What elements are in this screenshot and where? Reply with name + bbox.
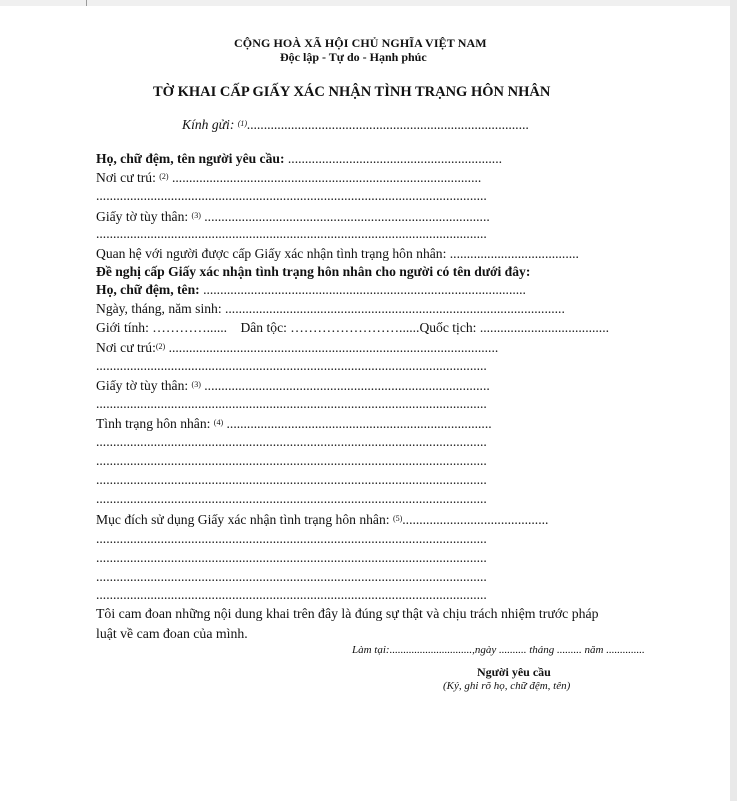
requester-name-row bbox=[96, 151, 502, 167]
relation-field[interactable]: ...................................... bbox=[449, 246, 579, 261]
requester-id-label: Giấy tờ tùy thân: bbox=[96, 209, 192, 224]
nationality-label: Quốc tịch: bbox=[419, 320, 480, 335]
requester-residence-line2[interactable]: ................................................................................................................... bbox=[96, 188, 487, 203]
dob-field[interactable]: .................................................................................................... bbox=[225, 301, 565, 316]
declaration-line1: Tôi cam đoan những nội dung khai trên đây là đúng sự thật và chịu trách nhiệm trước pháp bbox=[96, 606, 599, 621]
subject-residence-line2[interactable]: ................................................................................................................... bbox=[96, 358, 487, 373]
purpose-row bbox=[96, 512, 548, 528]
ethnic-field[interactable]: ……………………...... bbox=[290, 320, 420, 335]
requester-name-label: Họ, chữ đệm, tên người yêu cầu: bbox=[96, 151, 285, 166]
gender-label: Giới tính: bbox=[96, 320, 153, 335]
place-date-line[interactable]: Làm tại:..............................,ngày .......... tháng ......... năm .............. bbox=[352, 644, 645, 656]
subject-residence-label: Nơi cư trú: bbox=[96, 340, 156, 355]
requester-id-field[interactable]: .................................................................................... bbox=[204, 209, 490, 224]
subject-id-label: Giấy tờ tùy thân: bbox=[96, 378, 192, 393]
subject-residence-row bbox=[96, 340, 498, 356]
subject-name-row bbox=[96, 282, 526, 298]
dob-label: Ngày, tháng, năm sinh: bbox=[96, 301, 225, 316]
form-title: TỜ KHAI CẤP GIẤY XÁC NHẬN TÌNH TRẠNG HÔN NHÂN bbox=[153, 84, 551, 100]
subject-name-label: Họ, chữ đệm, tên: bbox=[96, 282, 204, 297]
note-ref: (5) bbox=[392, 514, 403, 523]
relation-row bbox=[96, 246, 579, 262]
subject-id-line2[interactable]: ................................................................................................................... bbox=[96, 396, 487, 411]
subject-name-field[interactable]: ............................................................................................... bbox=[203, 282, 526, 297]
gender-field[interactable]: …………...... bbox=[152, 320, 228, 335]
note-ref: (3) bbox=[191, 211, 201, 220]
declaration-line2: luật về cam đoan của mình. bbox=[96, 626, 248, 641]
signature-title: Người yêu cầu bbox=[477, 665, 551, 679]
requester-id-row bbox=[96, 209, 490, 225]
nationality-field[interactable]: ...................................... bbox=[479, 320, 609, 335]
purpose-field[interactable]: ........................................... bbox=[402, 512, 549, 527]
country-header: CỘNG HOÀ XÃ HỘI CHỦ NGHĨA VIỆT NAM bbox=[234, 36, 487, 50]
note-ref: (1) bbox=[237, 119, 248, 128]
requester-name-field[interactable]: ............................................................... bbox=[287, 151, 502, 166]
note-ref: (2) bbox=[159, 172, 169, 181]
requester-id-line2[interactable]: ................................................................................................................... bbox=[96, 226, 487, 241]
purpose-line[interactable]: ................................................................................................................... bbox=[96, 550, 487, 565]
marital-row bbox=[96, 416, 492, 432]
relation-label: Quan hệ với người được cấp Giấy xác nhận tình trạng hôn nhân: bbox=[96, 246, 450, 261]
purpose-line[interactable]: ................................................................................................................... bbox=[96, 569, 487, 584]
requester-residence-row bbox=[96, 170, 481, 186]
request-heading: Đề nghị cấp Giấy xác nhận tình trạng hôn nhân cho người có tên dưới đây: bbox=[96, 264, 531, 279]
dob-row bbox=[96, 301, 565, 317]
signature-note: (Ký, ghi rõ họ, chữ đệm, tên) bbox=[443, 680, 571, 692]
requester-residence-field[interactable]: ........................................................................................... bbox=[172, 170, 482, 185]
marital-line[interactable]: ................................................................................................................... bbox=[96, 434, 487, 449]
kinh-gui-row bbox=[182, 117, 529, 133]
marital-line[interactable]: ................................................................................................................... bbox=[96, 491, 487, 506]
marital-line[interactable]: ................................................................................................................... bbox=[96, 453, 487, 468]
marital-label: Tình trạng hôn nhân: bbox=[96, 416, 214, 431]
purpose-label: Mục đích sử dụng Giấy xác nhận tình trạng hôn nhân: bbox=[96, 512, 393, 527]
requester-residence-label: Nơi cư trú: bbox=[96, 170, 160, 185]
ethnic-label: Dân tộc: bbox=[240, 320, 291, 335]
kinh-gui-field[interactable]: ................................................................................... bbox=[247, 117, 530, 132]
window-edge bbox=[730, 0, 737, 801]
note-ref: (3) bbox=[191, 380, 201, 389]
marital-field[interactable]: .............................................................................. bbox=[226, 416, 492, 431]
purpose-line[interactable]: ................................................................................................................... bbox=[96, 531, 487, 546]
note-ref: (4) bbox=[213, 418, 224, 427]
subject-id-row bbox=[96, 378, 490, 394]
motto-header: Độc lập - Tự do - Hạnh phúc bbox=[280, 50, 427, 64]
subject-id-field[interactable]: .................................................................................... bbox=[204, 378, 490, 393]
marital-line[interactable]: ................................................................................................................... bbox=[96, 472, 487, 487]
kinh-gui-label: Kính gửi: bbox=[182, 117, 238, 132]
note-ref: (2) bbox=[155, 342, 166, 351]
gender-ethnic-nationality-row bbox=[96, 320, 609, 336]
subject-residence-field[interactable]: ................................................................................................. bbox=[168, 340, 499, 355]
purpose-line[interactable]: ................................................................................................................... bbox=[96, 587, 487, 602]
